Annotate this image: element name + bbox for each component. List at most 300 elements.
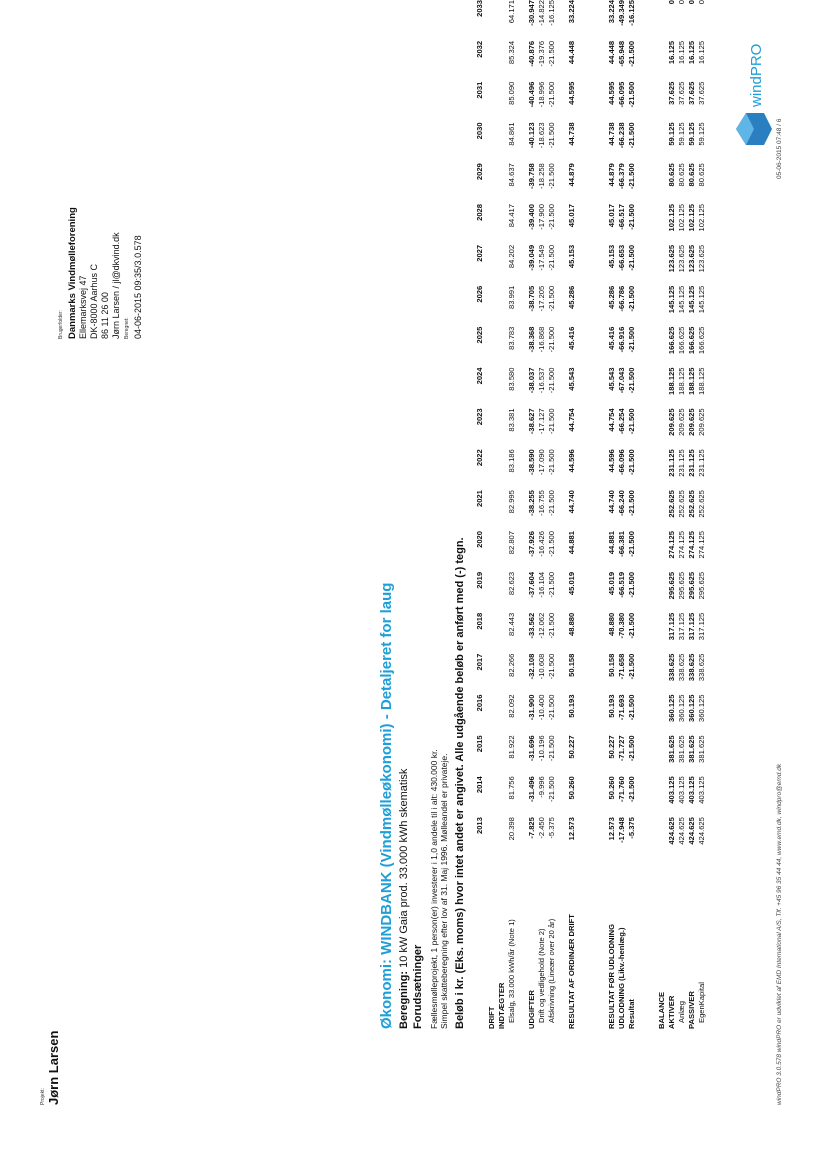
value-cell: 16.125 (686, 40, 696, 65)
value-cell: 44.738 (606, 122, 616, 146)
value-cell: 209.625 (686, 408, 696, 436)
value-cell: 231.125 (676, 449, 686, 477)
value-cell: -38.627 (526, 408, 536, 435)
value-cell: -21.500 (546, 449, 556, 476)
value-cell: 403.125 (666, 776, 676, 804)
value-cell: 50.193 (606, 694, 616, 718)
spacer-row (576, 0, 586, 1029)
row-label: PASSIVER (686, 991, 696, 1029)
value-cell: -16.537 (536, 367, 546, 394)
table-row (686, 0, 696, 1029)
page-title: Økonomi: WINDBANK (Vindmølleøkonomi) - Detaljeret for laug (378, 582, 395, 1029)
address-line-1: Ellemarksvej 47 (78, 275, 88, 339)
value-cell: -21.500 (626, 735, 636, 762)
value-cell: 123.625 (696, 244, 706, 273)
value-cell: 16.125 (666, 40, 676, 65)
spacer-row (646, 0, 656, 1029)
value-cell: 252.625 (696, 490, 706, 518)
spacer-cell (596, 0, 606, 1029)
printed-label: Brugerfolder: (58, 310, 64, 339)
value-cell (656, 0, 666, 41)
value-cell: 252.625 (666, 490, 676, 518)
project-name: Jørn Larsen (46, 1030, 61, 1105)
spacer-cell (636, 0, 646, 1029)
value-cell: 44.740 (606, 490, 616, 514)
value-cell: -21.500 (626, 122, 636, 149)
value-cell: 360.125 (666, 694, 676, 722)
value-cell (496, 122, 506, 163)
assumptions-text (429, 749, 449, 1029)
value-cell: -18.996 (536, 81, 546, 108)
value-cell: 231.125 (696, 449, 706, 477)
value-cell: -19.376 (536, 40, 546, 67)
value-cell (496, 82, 506, 123)
value-cell: -16.755 (536, 490, 546, 516)
value-cell: 33.224 (566, 0, 576, 24)
footer-date: 05-06-2015 07:48 / 6 (776, 118, 783, 179)
value-cell: -21.500 (626, 81, 636, 108)
value-cell: -21.500 (626, 408, 636, 435)
row-label: RESULTAT AF ORDINÆR DRIFT (566, 914, 576, 1029)
value-cell (656, 531, 666, 572)
value-cell (496, 327, 506, 368)
value-cell: -37.604 (526, 571, 536, 598)
address-block (56, 207, 144, 339)
value-cell: 45.543 (566, 367, 576, 391)
value-cell: -66.238 (616, 122, 626, 149)
value-cell: 82.092 (506, 694, 516, 718)
value-cell (486, 327, 496, 368)
value-cell (656, 122, 666, 163)
table-row (536, 0, 546, 1029)
assumptions-title: Forudsætninger (412, 944, 424, 1029)
value-cell: -66.916 (616, 326, 626, 353)
value-cell (496, 490, 506, 531)
value-cell: -21.500 (546, 326, 556, 353)
value-cell: 45.019 (566, 571, 576, 596)
value-cell: 44.740 (566, 490, 576, 514)
table-row (566, 0, 576, 1029)
value-cell: 295.625 (686, 571, 696, 600)
value-cell: -40.496 (526, 81, 536, 108)
calc-date: 04-06-2015 09:35/3.0.578 (133, 235, 143, 339)
value-cell: -71.658 (616, 653, 626, 680)
value-cell: 102.125 (696, 204, 706, 232)
value-cell: -39.049 (526, 244, 536, 271)
value-cell: -21.500 (546, 653, 556, 680)
value-cell: -21.500 (546, 122, 556, 149)
value-cell: 317.125 (676, 612, 686, 641)
value-cell: 209.625 (666, 408, 676, 436)
row-label: BALANCE (656, 991, 666, 1029)
amounts-heading: Beløb i kr. (Eks. moms) hvor intet andet er angivet. Alle udgående beløb er anført med (-) tegn. (454, 537, 466, 1029)
value-cell: 188.125 (696, 367, 706, 395)
value-cell: 44.881 (606, 531, 616, 555)
value-cell (496, 41, 506, 82)
value-cell: -38.590 (526, 449, 536, 476)
row-label: AKTIVER (666, 995, 676, 1029)
row-label: EgenKapital (696, 982, 706, 1023)
value-cell (496, 408, 506, 449)
value-cell: 45.017 (606, 204, 616, 228)
value-cell: -30.947 (526, 0, 536, 26)
table-row (696, 0, 706, 1029)
row-label: Resultat (626, 999, 636, 1029)
value-cell: -33.562 (526, 612, 536, 639)
value-cell: 80.625 (676, 163, 686, 187)
value-cell: -21.500 (546, 490, 556, 516)
row-label: UDLODNING (Likv.-henlæg.) (616, 927, 626, 1029)
value-cell: 82.623 (506, 571, 516, 596)
value-cell: -66.381 (616, 531, 626, 557)
row-label: RESULTAT FØR UDLODNING (606, 923, 616, 1029)
value-cell: 37.625 (666, 81, 676, 105)
value-cell: -17.205 (536, 285, 546, 312)
value-cell (656, 163, 666, 204)
spacer-row (516, 0, 526, 1029)
table-row (496, 0, 506, 1029)
value-cell: 209.625 (696, 408, 706, 436)
value-cell: 82.807 (506, 531, 516, 555)
year-header: 2021 (474, 490, 484, 508)
value-cell (486, 817, 496, 858)
value-cell: 45.153 (606, 244, 616, 269)
value-cell: -66.379 (616, 163, 626, 189)
value-cell: -21.500 (626, 285, 636, 312)
value-cell (656, 776, 666, 817)
spacer-cell (646, 0, 656, 1029)
value-cell: 360.125 (676, 694, 686, 722)
value-cell (656, 654, 666, 695)
value-cell: -2.450 (536, 817, 546, 839)
value-cell: 59.125 (696, 122, 706, 146)
value-cell (656, 490, 666, 531)
value-cell: 45.416 (566, 326, 576, 350)
spacer-cell (516, 0, 526, 1029)
value-cell: 231.125 (686, 449, 696, 477)
value-cell: 166.625 (666, 326, 676, 355)
logo-text: windPRO (748, 43, 765, 107)
year-header: 2020 (474, 531, 484, 548)
value-cell: 82.266 (506, 653, 516, 677)
value-cell: -16.125 (626, 0, 636, 26)
year-header: 2023 (474, 408, 484, 426)
year-header: 2033 (474, 0, 484, 17)
spacer-row (636, 0, 646, 1029)
value-cell: -17.948 (616, 817, 626, 843)
year-header: 2022 (474, 449, 484, 467)
value-cell (496, 817, 506, 858)
value-cell: -21.500 (626, 490, 636, 516)
assumption-line-2: Simpel skatteberegning efter lov af 31. Maj 1996. Mølleandel er privateje. (439, 753, 449, 1029)
value-cell: -21.500 (626, 449, 636, 476)
row-label: INDTÆGTER (496, 982, 506, 1029)
value-cell: -66.653 (616, 244, 626, 271)
value-cell: 424.625 (666, 817, 676, 845)
value-cell: -21.500 (626, 612, 636, 639)
value-cell (486, 286, 496, 327)
value-cell: 12.573 (566, 817, 576, 841)
value-cell: 252.625 (686, 490, 696, 518)
value-cell: 45.543 (606, 367, 616, 391)
value-cell: 381.625 (676, 735, 686, 763)
value-cell: 166.625 (686, 326, 696, 355)
value-cell: -37.926 (526, 531, 536, 557)
value-cell: 145.125 (676, 285, 686, 314)
value-cell: -21.500 (626, 531, 636, 557)
value-cell: 209.625 (676, 408, 686, 436)
year-header: 2027 (474, 244, 484, 262)
value-cell: -39.400 (526, 204, 536, 230)
value-cell: 44.596 (606, 449, 616, 473)
value-cell: -17.900 (536, 204, 546, 230)
value-cell: -21.500 (546, 40, 556, 67)
value-cell: 50.227 (606, 735, 616, 759)
value-cell: 274.125 (666, 531, 676, 559)
value-cell (486, 695, 496, 736)
value-cell: 145.125 (666, 285, 676, 314)
value-cell: -66.519 (616, 571, 626, 598)
value-cell (486, 776, 496, 817)
value-cell: 44.595 (606, 81, 616, 105)
value-cell: 44.754 (566, 408, 576, 432)
value-cell: 403.125 (686, 776, 696, 804)
year-header: 2031 (474, 81, 484, 99)
value-cell (496, 572, 506, 613)
value-cell: -21.500 (546, 776, 556, 803)
value-cell: -66.786 (616, 285, 626, 312)
windpro-logo (734, 43, 774, 149)
value-cell: -21.500 (626, 326, 636, 353)
year-header: 2029 (474, 163, 484, 181)
project-label: Projekt: (40, 1088, 46, 1105)
value-cell: 252.625 (676, 490, 686, 518)
value-cell: -66.096 (616, 449, 626, 476)
phone: 86 11 26 00 (100, 292, 110, 339)
value-cell: 45.153 (566, 244, 576, 269)
value-cell: 274.125 (696, 531, 706, 559)
value-cell: 317.125 (666, 612, 676, 641)
value-cell (486, 204, 496, 245)
value-cell: -38.705 (526, 285, 536, 312)
value-cell (486, 654, 496, 695)
value-cell (496, 286, 506, 327)
value-cell: 45.416 (606, 326, 616, 350)
value-cell: 84.202 (506, 244, 516, 269)
year-header: 2024 (474, 367, 484, 385)
value-cell: -21.500 (626, 653, 636, 680)
value-cell: 44.879 (566, 163, 576, 187)
footer-text: windPRO 3.0.578 windPRO er udviklet af EMD International A/S, Tlf. +45 96 35 44 44, www.emd.dk, windpro@emd.dk (776, 763, 783, 1105)
value-cell: 81.756 (506, 776, 516, 800)
value-cell: 102.125 (676, 204, 686, 232)
value-cell: -40.876 (526, 40, 536, 67)
value-cell: 231.125 (666, 449, 676, 477)
value-cell: 102.125 (686, 204, 696, 232)
spacer-row (586, 0, 596, 1029)
value-cell (486, 490, 496, 531)
value-cell: -21.500 (626, 367, 636, 394)
value-cell: 16.125 (696, 40, 706, 65)
org-name: Danmarks Vindmølleforening (67, 207, 78, 339)
value-cell: -32.108 (526, 653, 536, 680)
table-row (546, 0, 556, 1029)
value-cell: 16.125 (676, 40, 686, 65)
value-cell: -31.900 (526, 694, 536, 721)
value-cell: 84.861 (506, 122, 516, 146)
value-cell: -70.380 (616, 612, 626, 639)
row-label: Afskrivning (Lineær over 20 år) (546, 918, 556, 1023)
value-cell (496, 163, 506, 204)
value-cell: 274.125 (686, 531, 696, 559)
value-cell: 59.125 (666, 122, 676, 146)
value-cell: -67.043 (616, 367, 626, 394)
year-header: 2032 (474, 40, 484, 58)
value-cell (486, 449, 496, 490)
value-cell: -16.104 (536, 571, 546, 598)
value-cell (656, 82, 666, 123)
value-cell: 317.125 (686, 612, 696, 641)
value-cell: 295.625 (676, 571, 686, 600)
value-cell: 424.625 (686, 817, 696, 845)
value-cell: -21.500 (546, 531, 556, 557)
value-cell: -21.500 (626, 571, 636, 598)
year-header: 2019 (474, 571, 484, 589)
value-cell: 0 (686, 0, 696, 5)
spacer-row (556, 0, 566, 1029)
table-row (666, 0, 676, 1029)
value-cell (656, 817, 666, 858)
value-cell: -10.400 (536, 694, 546, 721)
value-cell (496, 654, 506, 695)
value-cell (486, 531, 496, 572)
year-header: 2026 (474, 285, 484, 303)
spacer-cell (556, 0, 566, 1029)
value-cell: -12.062 (536, 612, 546, 639)
row-label: UDGIFTER (526, 990, 536, 1029)
value-cell (656, 327, 666, 368)
calc-label: Beregnet: (124, 317, 130, 339)
value-cell: -5.375 (626, 817, 636, 839)
value-cell: 274.125 (676, 531, 686, 559)
value-cell: 45.019 (606, 571, 616, 596)
value-cell: -31.496 (526, 776, 536, 803)
value-cell: 317.125 (696, 612, 706, 641)
value-cell: 80.625 (666, 163, 676, 187)
value-cell: -5.375 (546, 817, 556, 839)
value-cell: 82.995 (506, 490, 516, 514)
value-cell (496, 204, 506, 245)
value-cell: -39.758 (526, 163, 536, 189)
header-label-cell (472, 858, 486, 1029)
economy-table (472, 0, 706, 1029)
value-cell: -21.500 (546, 408, 556, 435)
value-cell: -21.500 (546, 612, 556, 639)
table-row (506, 0, 516, 1029)
value-cell: 81.922 (506, 735, 516, 759)
value-cell: -10.196 (536, 735, 546, 762)
value-cell (656, 735, 666, 776)
value-cell (486, 613, 496, 654)
value-cell: -38.368 (526, 326, 536, 353)
calc-bold: Beregning: (398, 970, 410, 1029)
contact: Jørn Larsen / jl@dkvind.dk (111, 232, 121, 339)
value-cell: 50.227 (566, 735, 576, 759)
value-cell: 403.125 (676, 776, 686, 804)
year-header: 2015 (474, 735, 484, 753)
value-cell: 360.125 (686, 694, 696, 722)
value-cell: 188.125 (686, 367, 696, 395)
value-cell (656, 613, 666, 654)
value-cell: 123.625 (686, 244, 696, 273)
table-row (656, 0, 666, 1029)
value-cell: -16.868 (536, 326, 546, 353)
value-cell: 82.443 (506, 612, 516, 636)
address-line-2: DK-8000 Aarhus C (89, 263, 99, 339)
value-cell: -21.500 (546, 163, 556, 189)
value-cell (486, 122, 496, 163)
value-cell: 0 (696, 0, 706, 5)
row-label: Drift og vedligehold (Note 2) (536, 928, 546, 1023)
value-cell: 20.398 (506, 817, 516, 841)
value-cell: 44.448 (566, 40, 576, 65)
value-cell: -66.517 (616, 204, 626, 230)
value-cell: -21.500 (546, 244, 556, 271)
calculation-line (398, 769, 410, 1029)
value-cell (656, 572, 666, 613)
table-row (626, 0, 636, 1029)
value-cell: 102.125 (666, 204, 676, 232)
value-cell: -21.500 (626, 694, 636, 721)
value-cell: 295.625 (666, 571, 676, 600)
value-cell: 145.125 (686, 285, 696, 314)
value-cell: 166.625 (676, 326, 686, 355)
value-cell: -38.255 (526, 490, 536, 516)
value-cell: 80.625 (696, 163, 706, 187)
value-cell: -21.500 (546, 694, 556, 721)
value-cell (656, 368, 666, 409)
table-row (676, 0, 686, 1029)
value-cell: 37.625 (686, 81, 696, 105)
value-cell: 50.260 (566, 776, 576, 800)
value-cell: 381.625 (696, 735, 706, 763)
value-cell: 48.880 (566, 612, 576, 636)
value-cell: 45.017 (566, 204, 576, 228)
value-cell (486, 41, 496, 82)
year-header: 2017 (474, 653, 484, 671)
value-cell: 188.125 (666, 367, 676, 395)
value-cell: -16.125 (546, 0, 556, 26)
value-cell: 85.324 (506, 40, 516, 65)
value-cell: -18.623 (536, 122, 546, 149)
value-cell (656, 449, 666, 490)
value-cell (486, 408, 496, 449)
value-cell: -21.500 (626, 204, 636, 230)
value-cell: -31.696 (526, 735, 536, 762)
assumption-line-1: Fællesmølleprojekt, 1 person(er) investerer i 1,0 andele til i alt: 430.000 kr. (429, 749, 439, 1029)
value-cell (486, 163, 496, 204)
value-cell: -21.500 (546, 81, 556, 108)
value-cell: 50.158 (606, 653, 616, 677)
value-cell: 59.125 (686, 122, 696, 146)
value-cell: 123.625 (676, 244, 686, 273)
value-cell (656, 245, 666, 286)
value-cell: 64.171 (506, 0, 516, 24)
value-cell (656, 41, 666, 82)
value-cell (496, 695, 506, 736)
spacer-row (596, 0, 606, 1029)
value-cell (656, 695, 666, 736)
